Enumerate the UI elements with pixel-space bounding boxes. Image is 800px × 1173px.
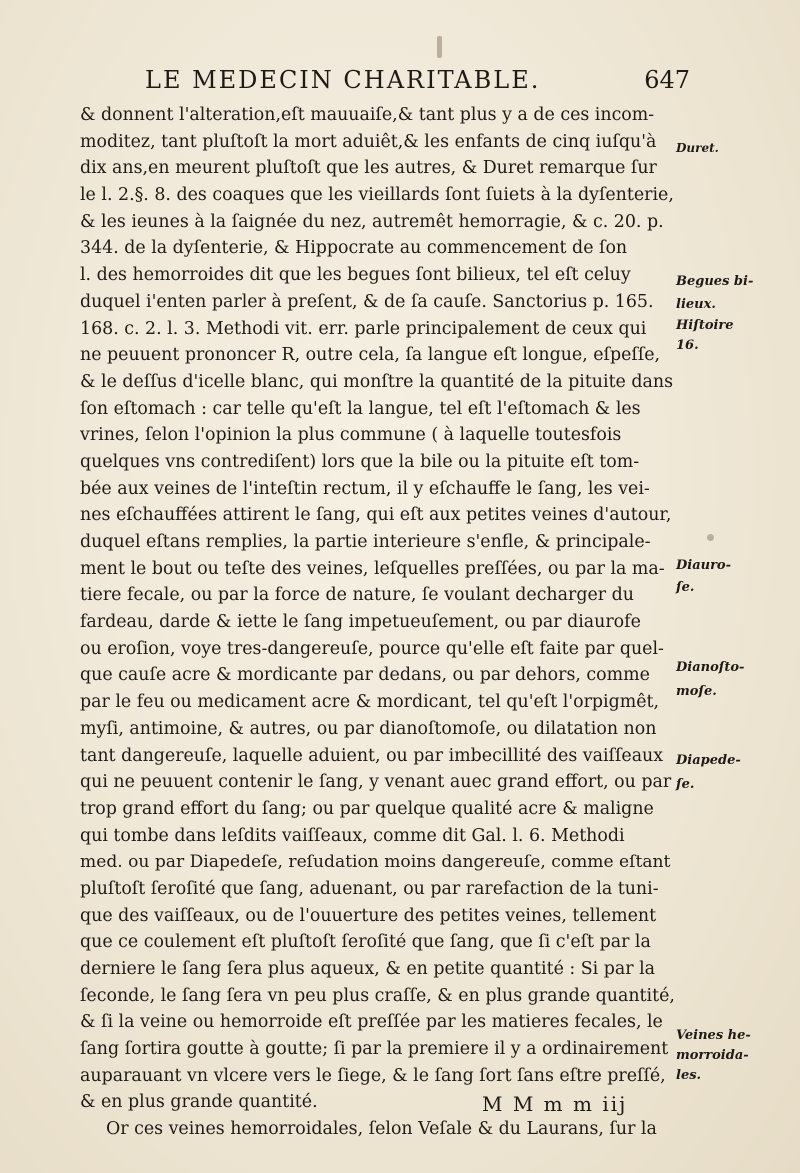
- text-line: auparauant vn vlcere vers le ſiege, & le ſang ſort ſans eſtre preſſé,: [80, 1065, 666, 1086]
- margin-notes: [676, 0, 788, 1173]
- signature-mark: M M m m iij: [482, 1092, 628, 1116]
- text-line: le l. 2.§. 8. des coaques que les vieillards ſont ſuiets à la dyſenterie,: [80, 185, 674, 206]
- text-line: med. ou par Diapedeſe, reſudation moins dangereuſe, comme eſtant: [80, 852, 671, 873]
- text-line: 168. c. 2. l. 3. Methodi vit. err. parle principalement de ceux qui: [80, 318, 647, 339]
- text-line: & ſi la veine ou hemorroide eſt preſſée par les matieres fecales, le: [80, 1012, 663, 1033]
- margin-note: les.: [676, 1068, 702, 1083]
- margin-note: morroida-: [676, 1048, 749, 1063]
- margin-note: 16.: [676, 338, 699, 353]
- text-line: bée aux veines de l'inteſtin rectum, il y eſchauffe le ſang, les vei-: [80, 478, 650, 499]
- ink-blot: [437, 36, 442, 58]
- margin-note: Veines he-: [676, 1028, 751, 1043]
- text-line: nes eſchauffées attirent le ſang, qui eſt aux petites veines d'autour,: [80, 505, 672, 526]
- text-line: ou eroſion, voye tres-dangereuſe, pource qu'elle eſt faite par quel-: [80, 638, 664, 659]
- text-line: l. des hemorroides dit que les begues ſont bilieux, tel eſt celuy: [80, 265, 631, 286]
- text-line: que cauſe acre & mordicante par dedans, ou par dehors, comme: [80, 665, 650, 686]
- text-line: par le feu ou medicament acre & mordicant, tel qu'eſt l'orpigmêt,: [80, 692, 660, 713]
- page-header: [145, 66, 690, 100]
- page-number: 647: [644, 66, 690, 94]
- text-line: & le deſſus d'icelle blanc, qui monſtre la quantité de la pituite dans: [80, 371, 673, 392]
- margin-note: Hiſtoire: [676, 318, 734, 333]
- text-line: ſon eſtomach : car telle qu'eſt la langue, tel eſt l'eſtomach & les: [80, 398, 641, 419]
- text-line: vrines, ſelon l'opinion la plus commune ( à laquelle toutesfois: [80, 425, 622, 446]
- text-line: quelques vns contrediſent) lors que la bile ou la pituite eſt tom-: [80, 451, 640, 472]
- text-line: moditez, tant pluſtoſt la mort aduiêt,& les enfants de cinq iuſqu'à: [80, 131, 657, 152]
- text-line: derniere le ſang ſera plus aqueux, & en petite quantité : Si par la: [80, 959, 656, 979]
- margin-note: Dianoſto-: [676, 660, 745, 675]
- text-line: ment le bout ou teſte des veines, leſquelles preſſées, ou par la ma-: [80, 558, 665, 579]
- margin-note: moſe.: [676, 684, 717, 699]
- text-line: dix ans,en meurent pluſtoſt que les autres, & Duret remarque ſur: [80, 158, 657, 179]
- text-line: Or ces veines hemorroidales, ſelon Veſale & du Laurans, ſur la: [106, 1119, 657, 1140]
- margin-note: Begues bi-: [676, 274, 754, 289]
- text-line: qui tombe dans leſdits vaiſſeaux, comme dit Gal. l. 6. Methodi: [80, 825, 625, 846]
- text-line: que ce coulement eſt pluſtoſt ſeroſité que ſang, que ſi c'eſt par la: [80, 932, 651, 953]
- text-line: ſeconde, le ſang ſera vn peu plus craſſe, & en plus grande quantité,: [80, 985, 675, 1006]
- margin-note: lieux.: [676, 297, 716, 312]
- text-line: myſi, antimoine, & autres, ou par dianoſtomoſe, ou dilatation non: [80, 718, 657, 739]
- text-line: qui ne peuuent contenir le ſang, y venant auec grand effort, ou par: [80, 772, 672, 793]
- margin-note: ſe.: [676, 580, 695, 595]
- margin-note: Diapede-: [676, 753, 741, 768]
- text-line: tiere fecale, ou par la force de nature, ſe voulant decharger du: [80, 585, 634, 606]
- text-line: duquel eſtans remplies, la partie interieure s'enfle, & principale-: [80, 532, 651, 552]
- text-line: que des vaiſſeaux, ou de l'ouuerture des petites veines, tellement: [80, 905, 657, 926]
- running-title: LE MEDECIN CHARITABLE.: [145, 66, 541, 94]
- text-line: & donnent l'alteration,eſt mauuaiſe,& tant plus y a de ces incom-: [80, 105, 655, 125]
- text-line: ne peuuent prononcer R, outre cela, ſa langue eſt longue, eſpeſſe,: [80, 345, 661, 366]
- text-line: 344. de la dyſenterie, & Hippocrate au commencement de ſon: [80, 238, 628, 259]
- margin-note: ſe.: [676, 777, 695, 792]
- text-line: & en plus grande quantité.: [80, 1092, 318, 1113]
- text-line: pluſtoſt ſeroſité que ſang, aduenant, ou par rarefaction de la tuni-: [80, 878, 659, 899]
- text-line: tant dangereuſe, laquelle aduient, ou par imbecillité des vaiſſeaux: [80, 745, 664, 766]
- text-line: duquel i'enten parler à preſent, & de ſa cauſe. Sanctorius p. 165.: [80, 291, 654, 312]
- text-line: & les ieunes à la ſaignée du nez, autremêt hemorragie, & c. 20. p.: [80, 211, 664, 232]
- text-line: fardeau, darde & iette le ſang impetueuſement, ou par diaurofe: [80, 612, 641, 633]
- text-line: ſang ſortira goutte à goutte; ſi par la premiere il y a ordinairement: [80, 1039, 669, 1060]
- margin-note: Duret.: [676, 141, 719, 155]
- text-line: trop grand effort du ſang; ou par quelque qualité acre & maligne: [80, 798, 654, 819]
- body-text: [80, 102, 680, 1143]
- margin-note: Diauro-: [676, 558, 732, 573]
